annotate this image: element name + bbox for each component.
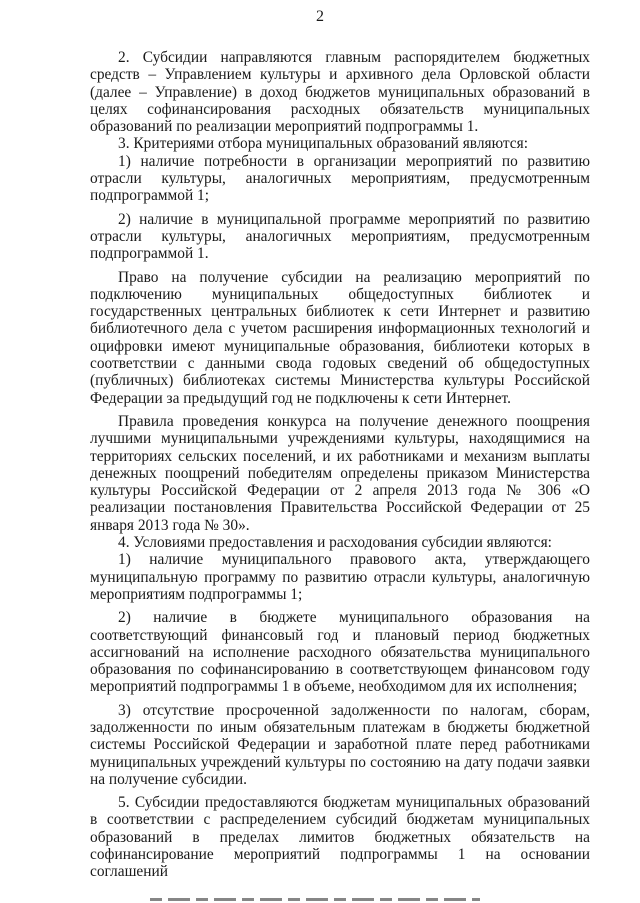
scan-edge-mark [150, 898, 480, 901]
document-body [90, 49, 590, 881]
paragraph-contest-rules: Правила проведения конкурса на получение денежного поощрения лучшими муниципальными учреждениями культуры, находящимися на территориях сельских поселений, и их работниками и механизм выплаты денежных поощрений победителям определены приказом Министерства культуры Российской Федерации от 2 апреля 2013 года № 306 «О реализации постановления Правительства Российской Федерации от 25 января 2013 года № 30». [90, 412, 590, 534]
paragraph-internet-right: Право на получение субсидии на реализацию мероприятий по подключению муниципальных общедоступных библиотек и государственных центральных библиотек к сети Интернет и развитию библиотечного дела с учетом расширения информационных технологий и оцифровки имеют муниципальные образования, библиотеки которых в соответствии с данными свода годовых сведений об общедоступных (публичных) библиотеках системы Министерства культуры Российской Федерации за предыдущий год не подключены к сети Интернет. [90, 268, 590, 407]
paragraph-5-distribution: 5. Субсидии предоставляются бюджетам муниципальных образований в соответствии с распределением субсидий бюджетам муниципальных образований в пределах лимитов бюджетных обязательств на софинансирование мероприятий подпрограммы 1 на основании соглашений [90, 794, 590, 881]
paragraph-condition-2: 2) наличие в бюджете муниципального образования на соответствующий финансовый год и плановый период бюджетных ассигнований на исполнение расходного обязательства муниципального образования по софинансированию в соответствующем финансовом году мероприятий подпрограммы 1 в объеме, необходимом для их исполнения; [90, 609, 590, 696]
paragraph-condition-1: 1) наличие муниципального правового акта, утверждающего муниципальную программу по развитию отрасли культуры, аналогичную мероприятиям подпрограммы 1; [90, 551, 590, 603]
paragraph-criterion-2: 2) наличие в муниципальной программе мероприятий по развитию отрасли культуры, аналогичных мероприятиям, предусмотренным подпрограммой 1. [90, 210, 590, 263]
paragraph-criterion-1: 1) наличие потребности в организации мероприятий по развитию отрасли культуры, аналогичных мероприятиям, предусмотренным подпрограммой 1; [90, 152, 590, 205]
paragraph-2-subsidy-recipients: 2. Субсидии направляются главным распорядителем бюджетных средств – Управлением культуры и архивного дела Орловской области (далее – Управление) в доход бюджетов муниципальных образований в целях софинансирования расходных обязательств муниципальных образований по реализации мероприятий подпрограммы 1. [90, 49, 590, 136]
paragraph-4-conditions: 4. Условиями предоставления и расходования субсидии являются: [118, 534, 552, 552]
page-number: 2 [316, 8, 324, 25]
paragraph-3-selection-criteria: 3. Критериями отбора муниципальных образований являются: [118, 135, 528, 153]
paragraph-condition-3: 3) отсутствие просроченной задолженности по налогам, сборам, задолженности по иным обязательным платежам в бюджеты бюджетной системы Российской Федерации и заработной плате перед работниками муниципальных учреждений культуры по состоянию на дату подачи заявки на получение субсидии. [90, 701, 590, 788]
